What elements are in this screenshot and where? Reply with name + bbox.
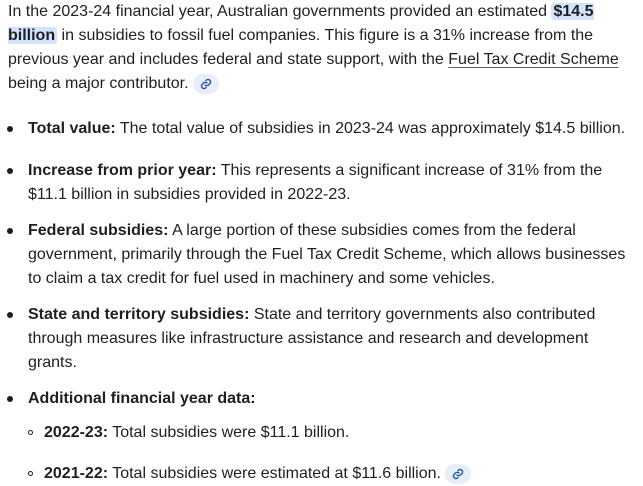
sub-bullet-ring xyxy=(28,430,33,435)
sub-list-item xyxy=(28,462,637,486)
list-item-title: Total value: xyxy=(28,120,116,137)
intro-text-middle: in subsidies to fossil fuel companies. This figure is a 31% increase from the previous year and includes federal and state support, with the xyxy=(8,27,594,68)
list-item-title: State and territory subsidies: xyxy=(28,306,250,323)
list-item-body: This represents a significant increase of 31% from the $11.1 billion in subsidies provided in 2022-23. xyxy=(28,162,603,203)
list-item xyxy=(0,159,643,207)
list-item xyxy=(0,303,643,375)
bullet-dot xyxy=(7,312,13,318)
sub-list xyxy=(28,421,637,486)
list-item xyxy=(0,387,643,486)
fuel-tax-credit-link[interactable]: Fuel Tax Credit Scheme xyxy=(448,51,619,68)
bullet-dot xyxy=(7,126,13,132)
list-item-title: Additional financial year data: xyxy=(28,390,256,407)
list-item-title: Federal subsidies: xyxy=(28,222,169,239)
list-item-title: Increase from prior year: xyxy=(28,162,217,179)
bullet-dot xyxy=(7,228,13,234)
sub-list-item-title: 2022-23: xyxy=(44,424,109,441)
list-item-body: The total value of subsidies in 2023-24 was approximately $14.5 billion. xyxy=(115,120,626,137)
intro-paragraph xyxy=(8,0,633,96)
list-item-body: State and territory governments also contributed through measures like infrastructure assistance and research and development grants. xyxy=(28,306,596,371)
sub-list-item-title: 2021-22: xyxy=(44,465,109,482)
bullet-dot xyxy=(7,396,13,402)
highlighted-amount: $14.5 billion xyxy=(8,3,594,44)
intro-text-before: In the 2023-24 financial year, Australian governments provided an estimated xyxy=(8,3,552,20)
sub-list-item-body: Total subsidies were $11.1 billion. xyxy=(108,424,350,441)
sub-bullet-ring xyxy=(28,471,33,476)
link-icon xyxy=(452,468,464,480)
source-link-chip[interactable] xyxy=(193,74,219,94)
list-item-body: A large portion of these subsidies comes from the federal government, primarily through the Fuel Tax Credit Scheme, which allows businesses to claim a tax credit for fuel used in machinery and some vehicles. xyxy=(28,222,626,287)
sub-list-item-body: Total subsidies were estimated at $11.6 billion. xyxy=(108,465,441,482)
summary-list xyxy=(0,117,643,486)
list-item xyxy=(0,117,643,141)
link-icon xyxy=(200,78,212,90)
source-link-chip[interactable] xyxy=(445,464,471,484)
bullet-dot xyxy=(7,168,13,174)
list-item xyxy=(0,219,643,291)
sub-list-item xyxy=(28,421,637,445)
intro-text-after: being a major contributor. xyxy=(8,75,189,92)
